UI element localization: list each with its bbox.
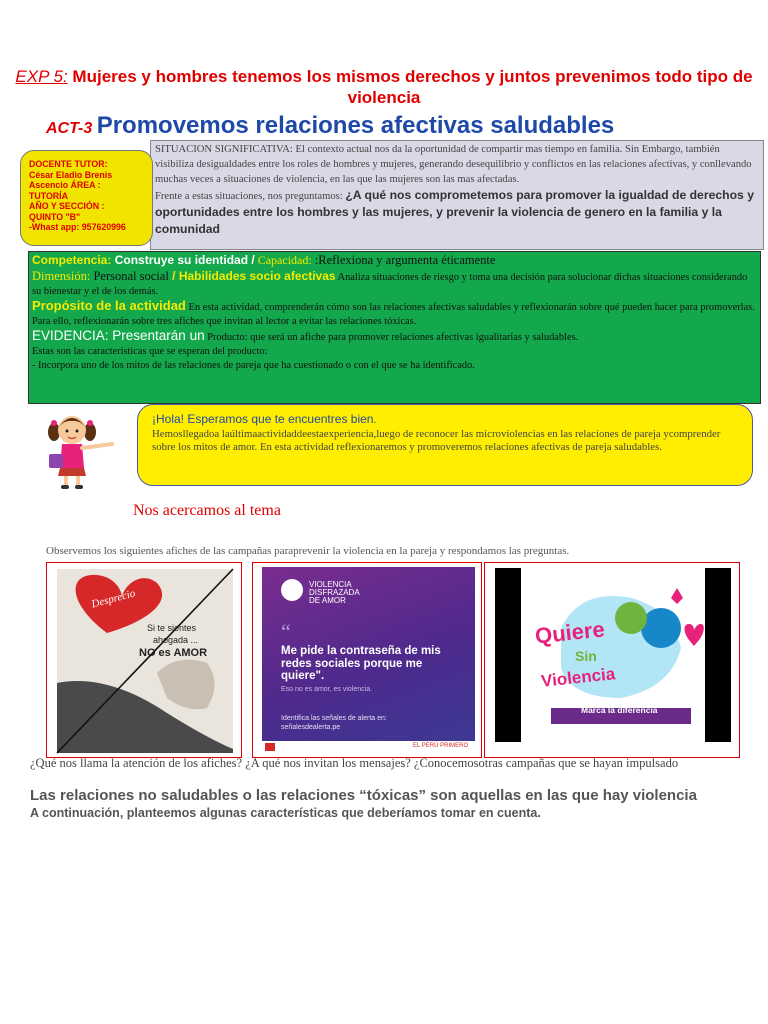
continuation-text: A continuación, planteemos algunas características que deberíamos tomar en cuenta. — [30, 806, 541, 820]
greeting-title: ¡Hola! Esperamos que te encuentres bien — [152, 412, 374, 426]
poster2-sub: Eso no es amor, es violencia. — [281, 686, 373, 693]
poster-violencia-disfrazada — [252, 562, 482, 758]
act-title: Promovemos relaciones afectivas saludables — [96, 112, 615, 139]
docente-line: César Eladio Brenis — [29, 169, 113, 180]
proposito-label: Propósito de la actividad — [32, 298, 186, 313]
poster1-text3: NO es AMOR — [139, 647, 208, 659]
peru-flag-icon — [265, 743, 275, 751]
relaciones-toxicas-heading: Las relaciones no saludables o las relaciones “tóxicas” son aquellas en las que hay violencia — [30, 787, 697, 804]
docente-line: TUTORÍA — [29, 190, 68, 201]
poster3-w3: Violencia — [540, 664, 617, 691]
poster2-quote: Me pide la contraseña de mis redes sociales porque me quiere". — [281, 645, 441, 682]
habilidades-label: / Habilidades socio afectivas — [168, 269, 336, 283]
poster1-text1: Si te sientes — [147, 623, 197, 633]
docente-line: QUINTO "B" — [29, 211, 81, 222]
docente-card — [20, 150, 153, 246]
poster1-heart-text: Desprecio — [90, 587, 137, 611]
quote-mark-icon: “ — [281, 619, 291, 644]
situacion-text: SITUACION SIGNIFICATIVA: El contexto actual nos da la oportunidad de compartir mas tiempo en familia. Sin Embargo, también visibiliza desigualdades entre los roles de hombres y mujeres, generando desequilibrio y conflictos en las relaciones afectivas, y conllevando muchas veces a situaciones de violencia, en las que las mujeres son las mas afectadas. — [155, 144, 752, 185]
dimension-value: Personal social — [90, 269, 169, 283]
whatsapp-label: -Whast app: — [29, 222, 82, 232]
docente-line: AÑO Y SECCIÓN : — [29, 201, 105, 211]
exp-label: EXP 5: — [15, 67, 68, 86]
poster1-text2: ahogada ... — [153, 635, 199, 645]
proposito-value: En esta actividad, comprenderán cómo son las relaciones afectivas saludables y reflexionarán sobre qué pueden hacer para promoverlas. Para ello, reflexionarán sobre tres afiches que invitan al lector a evitar las relaciones tóxicas. — [32, 302, 755, 327]
reflection-questions: ¿Qué nos llama la atención de los afiches? ¿A qué nos invitan los mensajes? ¿Conocemosotras campañas que se hayan impulsado — [30, 756, 679, 770]
caracteristicas-text: Estas son las características que se esperan del producto: — [32, 346, 268, 357]
competencias-box — [28, 251, 761, 404]
poster2-head1: VIOLENCIA — [309, 580, 352, 589]
whatsapp-number: 957620996 — [81, 222, 126, 232]
poster2-url: señalesdealerta.pe — [281, 724, 341, 731]
act-label: ACT-3 — [46, 120, 93, 137]
exp-title: Mujeres y hombres tenemos los mismos derechos y juntos prevenimos todo tipo de violencia — [72, 67, 753, 107]
evidencia-label: EVIDENCIA: Presentarán un — [32, 328, 205, 343]
evidencia-value: Producto: que será un afiche para promover relaciones afectivas igualitarias y saludables. — [204, 332, 579, 343]
dimension-label: Dimensión: — [32, 269, 91, 283]
poster2-brand: EL PERÚ PRIMERO — [413, 743, 469, 749]
docente-line: DOCENTE TUTOR: — [29, 159, 108, 169]
greeting-body: Hemosllegadoa laúltimaactividaddeestaexperiencia,luego de reconocer las microviolencias en las relaciones de pareja ycomprender sobre los mitos de amor. En esta actividad reflexionaremos y promoveremos relaciones afectivas de pareja saludables. — [152, 427, 721, 453]
page-title — [0, 66, 768, 108]
whatsapp-line — [29, 222, 148, 233]
situacion-intro: Frente a estas situaciones, nos preguntamos: — [155, 191, 346, 202]
greeting-box — [137, 404, 753, 486]
situacion-significativa-box — [150, 140, 764, 250]
poster3-w1: Quiere — [533, 616, 606, 649]
poster-quiere-sin-violencia — [484, 562, 740, 758]
habilidades-value: Analiza situaciones de riesgo y toma una decisión para solucionar dichas situaciones considerando su bienestar y el de los demás. — [32, 272, 748, 297]
section-intro: Observemos los siguientes afiches de las campañas paraprevenir la violencia en la pareja y respondamos las preguntas. — [46, 545, 570, 557]
girl-illustration — [40, 410, 118, 492]
competencia-value: Construye su identidad / — [111, 253, 255, 267]
caracteristica-item: - Incorpora uno de los mitos de las relaciones de pareja que ha cuestionado o con el que se ha identificado. — [32, 360, 475, 371]
docente-line: Ascencio ÁREA : — [29, 180, 101, 190]
poster3-w2: Sin — [575, 648, 597, 664]
poster2-head3: DE AMOR — [309, 596, 346, 605]
section-title: Nos acercamos al tema — [133, 502, 281, 519]
heart-logo-icon — [281, 579, 303, 601]
situacion-question: ¿A qué nos comprometemos para promover la igualdad de derechos y oportunidades entre los hombres y las mujeres, y prevenir la violencia de genero en la familia y la comunidad — [155, 188, 754, 236]
capacidad-label: Capacidad: — [254, 253, 312, 267]
poster-no-es-amor — [46, 562, 242, 758]
poster2-cta: Identifica las señales de alerta en: — [281, 715, 387, 722]
capacidad-value: :Reflexiona y argumenta éticamente — [311, 253, 496, 267]
poster2-head2: DISFRAZADA — [309, 588, 360, 597]
poster3-tag: Marca la diferencia — [581, 705, 658, 715]
competencia-label: Competencia: — [32, 253, 112, 267]
greeting-title-dot: . — [373, 414, 377, 426]
